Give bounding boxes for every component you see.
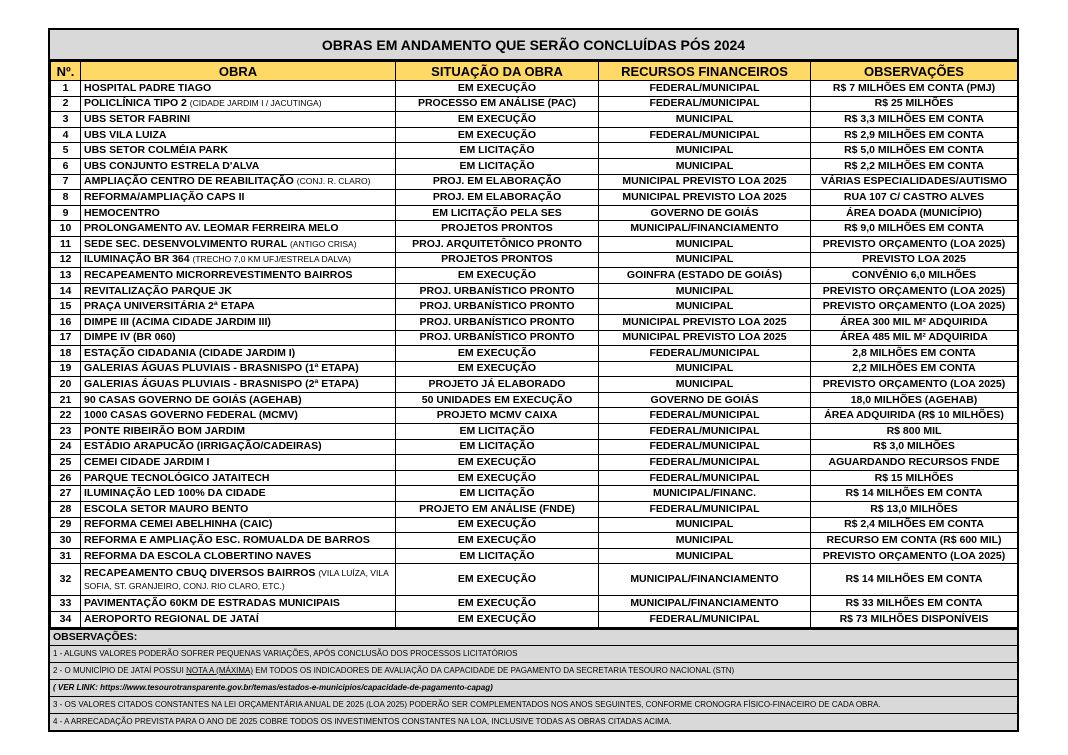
sheet-title: OBRAS EM ANDAMENTO QUE SERÃO CONCLUÍDAS PÓS 2024 — [50, 30, 1017, 61]
table-row — [51, 346, 1018, 362]
row-obra: POLICLÍNICA TIPO 2 (CIDADE JARDIM I / JACUTINGA) — [81, 96, 396, 112]
row-situacao: EM EXECUÇÃO — [396, 268, 599, 284]
row-observacoes: R$ 9,0 MILHÕES EM CONTA — [811, 221, 1018, 237]
table-row — [51, 392, 1018, 408]
row-recursos: FEDERAL/MUNICIPAL — [599, 127, 811, 143]
row-obra: DIMPE III (ACIMA CIDADE JARDIM III) — [81, 314, 396, 330]
table-row — [51, 221, 1018, 237]
note-2-pre: 2 - O MUNICÍPIO DE JATAÍ POSSUI — [53, 665, 184, 675]
row-number: 30 — [51, 533, 81, 549]
row-obra: DIMPE IV (BR 060) — [81, 330, 396, 346]
row-situacao: EM EXECUÇÃO — [396, 596, 599, 612]
row-obra: HEMOCENTRO — [81, 205, 396, 221]
row-number: 2 — [51, 96, 81, 112]
row-number: 21 — [51, 392, 81, 408]
row-number: 11 — [51, 236, 81, 252]
table-row — [51, 596, 1018, 612]
row-obra-detail: (CONJ. R. CLARO) — [296, 176, 371, 187]
table-row — [51, 268, 1018, 284]
row-obra: ILUMINAÇÃO LED 100% DA CIDADE — [81, 486, 396, 502]
row-obra: 90 CASAS GOVERNO DE GOIÁS (AGEHAB) — [81, 392, 396, 408]
row-observacoes: ÁREA DOADA (MUNICÍPIO) — [811, 205, 1018, 221]
row-obra: AMPLIAÇÃO CENTRO DE REABILITAÇÃO (CONJ. R. CLARO) — [81, 174, 396, 190]
row-observacoes: PREVISTO ORÇAMENTO (LOA 2025) — [811, 377, 1018, 393]
row-number: 12 — [51, 252, 81, 268]
row-recursos: FEDERAL/MUNICIPAL — [599, 439, 811, 455]
table-row — [51, 314, 1018, 330]
row-observacoes: R$ 2,4 MILHÕES EM CONTA — [811, 517, 1018, 533]
note-2 — [50, 663, 1017, 680]
row-recursos: MUNICIPAL PREVISTO LOA 2025 — [599, 330, 811, 346]
row-obra: UBS CONJUNTO ESTRELA D'ALVA — [81, 158, 396, 174]
row-observacoes: R$ 7 MILHÕES EM CONTA (PMJ) — [811, 81, 1018, 97]
row-obra: RECAPEAMENTO CBUQ DIVERSOS BAIRROS (VILA LUÍZA, VILA SOFIA, ST. GRANJEIRO, CONJ. RIO CLARO, ETC.) — [81, 564, 396, 596]
row-number: 3 — [51, 112, 81, 128]
row-recursos: MUNICIPAL — [599, 283, 811, 299]
row-observacoes: 2,8 MILHÕES EM CONTA — [811, 346, 1018, 362]
row-situacao: EM EXECUÇÃO — [396, 455, 599, 471]
row-recursos: MUNICIPAL — [599, 548, 811, 564]
row-situacao: PROCESSO EM ANÁLISE (PAC) — [396, 96, 599, 112]
row-situacao: PROJETO MCMV CAIXA — [396, 408, 599, 424]
table-row — [51, 174, 1018, 190]
note-3: 3 - OS VALORES CITADOS CONSTANTES NA LEI ORÇAMENTÁRIA ANUAL DE 2025 (LOA 2025) PODERÃO SER COMPLEMENTADOS NOS ANOS SEGUINTES, CONFORME CRONOGRA FÍSICO-FINACEIRO DE CADA OBRA. — [50, 697, 1017, 714]
row-recursos: MUNICIPAL — [599, 517, 811, 533]
row-recursos: MUNICIPAL — [599, 299, 811, 315]
row-number: 1 — [51, 81, 81, 97]
table-row — [51, 377, 1018, 393]
row-situacao: PROJETO EM ANÁLISE (FNDE) — [396, 502, 599, 518]
row-obra: REFORMA/AMPLIAÇÃO CAPS II — [81, 190, 396, 206]
header-row — [51, 62, 1018, 81]
note-2-post: EM TODOS OS INDICADORES DE AVALIAÇÃO DA CAPACIDADE DE PAGAMENTO DA SECRETARIA TESOURO NACIONAL (STN) — [255, 665, 735, 675]
row-number: 7 — [51, 174, 81, 190]
table-row — [51, 236, 1018, 252]
table-row — [51, 612, 1018, 628]
header-recursos: RECURSOS FINANCEIROS — [599, 62, 811, 81]
row-observacoes: ÁREA 485 MIL M² ADQUIRIDA — [811, 330, 1018, 346]
row-situacao: EM EXECUÇÃO — [396, 470, 599, 486]
row-obra: UBS SETOR FABRINI — [81, 112, 396, 128]
row-number: 26 — [51, 470, 81, 486]
table-row — [51, 455, 1018, 471]
table-row — [51, 158, 1018, 174]
row-observacoes: R$ 14 MILHÕES EM CONTA — [811, 564, 1018, 596]
row-number: 6 — [51, 158, 81, 174]
row-number: 22 — [51, 408, 81, 424]
row-observacoes: VÁRIAS ESPECIALIDADES/AUTISMO — [811, 174, 1018, 190]
table-row — [51, 283, 1018, 299]
row-number: 9 — [51, 205, 81, 221]
row-situacao: EM EXECUÇÃO — [396, 361, 599, 377]
row-observacoes: ÁREA ADQUIRIDA (R$ 10 MILHÕES) — [811, 408, 1018, 424]
row-observacoes: R$ 5,0 MILHÕES EM CONTA — [811, 143, 1018, 159]
row-obra: RECAPEAMENTO MICRORREVESTIMENTO BAIRROS — [81, 268, 396, 284]
row-situacao: PROJETOS PRONTOS — [396, 252, 599, 268]
row-obra: PARQUE TECNOLÓGICO JATAITECH — [81, 470, 396, 486]
row-recursos: MUNICIPAL — [599, 361, 811, 377]
row-situacao: EM EXECUÇÃO — [396, 346, 599, 362]
row-number: 19 — [51, 361, 81, 377]
row-observacoes: CONVÊNIO 6,0 MILHÕES — [811, 268, 1018, 284]
row-situacao: EM LICITAÇÃO PELA SES — [396, 205, 599, 221]
row-obra: ESTÁDIO ARAPUCÃO (IRRIGAÇÃO/CADEIRAS) — [81, 439, 396, 455]
row-observacoes: R$ 25 MILHÕES — [811, 96, 1018, 112]
row-obra: GALERIAS ÁGUAS PLUVIAIS - BRASNISPO (1ª ETAPA) — [81, 361, 396, 377]
row-recursos: MUNICIPAL/FINANC. — [599, 486, 811, 502]
table-body — [51, 81, 1018, 628]
capag-link[interactable]: ( VER LINK: https://www.tesourotransparente.gov.br/temas/estados-e-municipios/capacidade-de-pagamento-capag) — [50, 680, 1017, 697]
row-situacao: EM LICITAÇÃO — [396, 548, 599, 564]
row-observacoes: R$ 73 MILHÕES DISPONÍVEIS — [811, 612, 1018, 628]
row-observacoes: PREVISTO ORÇAMENTO (LOA 2025) — [811, 548, 1018, 564]
table-row — [51, 190, 1018, 206]
row-obra: REFORMA DA ESCOLA CLOBERTINO NAVES — [81, 548, 396, 564]
row-obra: ILUMINAÇÃO BR 364 (TRECHO 7,0 KM UFJ/ESTRELA DALVA) — [81, 252, 396, 268]
row-number: 17 — [51, 330, 81, 346]
row-recursos: FEDERAL/MUNICIPAL — [599, 408, 811, 424]
note-1: 1 - ALGUNS VALORES PODERÃO SOFRER PEQUENAS VARIAÇÕES, APÓS CONCLUSÃO DOS PROCESSOS LICITATÓRIOS — [50, 646, 1017, 663]
table-row — [51, 439, 1018, 455]
row-obra-detail: (CIDADE JARDIM I / JACUTINGA) — [189, 98, 322, 109]
row-observacoes: ÁREA 300 MIL M² ADQUIRIDA — [811, 314, 1018, 330]
row-recursos: MUNICIPAL PREVISTO LOA 2025 — [599, 174, 811, 190]
row-situacao: EM LICITAÇÃO — [396, 424, 599, 440]
row-situacao: PROJETO JÁ ELABORADO — [396, 377, 599, 393]
row-observacoes: R$ 15 MILHÕES — [811, 470, 1018, 486]
row-observacoes: R$ 33 MILHÕES EM CONTA — [811, 596, 1018, 612]
row-observacoes: AGUARDANDO RECURSOS FNDE — [811, 455, 1018, 471]
row-situacao: EM EXECUÇÃO — [396, 564, 599, 596]
row-obra: AEROPORTO REGIONAL DE JATAÍ — [81, 612, 396, 628]
table-row — [51, 548, 1018, 564]
row-situacao: EM LICITAÇÃO — [396, 158, 599, 174]
notes-block — [50, 628, 1017, 730]
table-row — [51, 424, 1018, 440]
row-situacao: EM EXECUÇÃO — [396, 517, 599, 533]
row-recursos: FEDERAL/MUNICIPAL — [599, 612, 811, 628]
row-recursos: MUNICIPAL — [599, 252, 811, 268]
row-number: 8 — [51, 190, 81, 206]
row-number: 15 — [51, 299, 81, 315]
table-row — [51, 517, 1018, 533]
table-row — [51, 330, 1018, 346]
row-recursos: MUNICIPAL/FINANCIAMENTO — [599, 596, 811, 612]
row-number: 14 — [51, 283, 81, 299]
row-observacoes: R$ 3,0 MILHÕES — [811, 439, 1018, 455]
row-recursos: FEDERAL/MUNICIPAL — [599, 424, 811, 440]
row-obra: UBS SETOR COLMÉIA PARK — [81, 143, 396, 159]
row-obra: SEDE SEC. DESENVOLVIMENTO RURAL (ANTIGO CRISA) — [81, 236, 396, 252]
row-number: 29 — [51, 517, 81, 533]
row-obra: REFORMA CEMEI ABELHINHA (CAIC) — [81, 517, 396, 533]
row-recursos: FEDERAL/MUNICIPAL — [599, 455, 811, 471]
row-observacoes: R$ 800 MIL — [811, 424, 1018, 440]
row-observacoes: 2,2 MILHÕES EM CONTA — [811, 361, 1018, 377]
row-observacoes: RUA 107 C/ CASTRO ALVES — [811, 190, 1018, 206]
row-observacoes: RECURSO EM CONTA (R$ 600 MIL) — [811, 533, 1018, 549]
table-row — [51, 205, 1018, 221]
row-obra: CEMEI CIDADE JARDIM I — [81, 455, 396, 471]
row-situacao: EM EXECUÇÃO — [396, 127, 599, 143]
row-number: 34 — [51, 612, 81, 628]
note-2-grade: NOTA A (MÁXIMA) — [186, 665, 254, 675]
table-row — [51, 299, 1018, 315]
header-observacoes: OBSERVAÇÕES — [811, 62, 1018, 81]
row-obra: PAVIMENTAÇÃO 60KM DE ESTRADAS MUNICIPAIS — [81, 596, 396, 612]
row-recursos: FEDERAL/MUNICIPAL — [599, 346, 811, 362]
row-obra: PROLONGAMENTO AV. LEOMAR FERREIRA MELO — [81, 221, 396, 237]
row-number: 18 — [51, 346, 81, 362]
row-observacoes: PREVISTO ORÇAMENTO (LOA 2025) — [811, 299, 1018, 315]
row-situacao: PROJ. EM ELABORAÇÃO — [396, 174, 599, 190]
row-observacoes: PREVISTO LOA 2025 — [811, 252, 1018, 268]
row-obra: PRAÇA UNIVERSITÁRIA 2ª ETAPA — [81, 299, 396, 315]
row-situacao: EM EXECUÇÃO — [396, 112, 599, 128]
works-sheet — [48, 28, 1019, 732]
row-recursos: MUNICIPAL/FINANCIAMENTO — [599, 221, 811, 237]
row-number: 10 — [51, 221, 81, 237]
row-recursos: FEDERAL/MUNICIPAL — [599, 96, 811, 112]
row-recursos: MUNICIPAL — [599, 377, 811, 393]
row-situacao: 50 UNIDADES EM EXECUÇÃO — [396, 392, 599, 408]
row-obra: ESTAÇÃO CIDADANIA (CIDADE JARDIM I) — [81, 346, 396, 362]
row-situacao: EM LICITAÇÃO — [396, 439, 599, 455]
row-observacoes: R$ 3,3 MILHÕES EM CONTA — [811, 112, 1018, 128]
table-row — [51, 143, 1018, 159]
row-number: 33 — [51, 596, 81, 612]
row-observacoes: PREVISTO ORÇAMENTO (LOA 2025) — [811, 236, 1018, 252]
row-obra: GALERIAS ÁGUAS PLUVIAIS - BRASNISPO (2ª ETAPA) — [81, 377, 396, 393]
table-row — [51, 252, 1018, 268]
table-row — [51, 81, 1018, 97]
row-number: 28 — [51, 502, 81, 518]
row-recursos: MUNICIPAL — [599, 158, 811, 174]
row-number: 23 — [51, 424, 81, 440]
row-recursos: GOVERNO DE GOIÁS — [599, 392, 811, 408]
row-recursos: GOINFRA (ESTADO DE GOIÁS) — [599, 268, 811, 284]
table-row — [51, 564, 1018, 596]
row-obra: ESCOLA SETOR MAURO BENTO — [81, 502, 396, 518]
header-situacao: SITUAÇÃO DA OBRA — [396, 62, 599, 81]
table-row — [51, 361, 1018, 377]
note-4: 4 - A ARRECADAÇÃO PREVISTA PARA O ANO DE 2025 COBRE TODOS OS INVESTIMENTOS CONSTANTES NA LOA, INCLUSIVE TODAS AS OBRAS CITADAS ACIMA. — [53, 716, 672, 726]
row-number: 5 — [51, 143, 81, 159]
row-recursos: MUNICIPAL — [599, 533, 811, 549]
table-row — [51, 112, 1018, 128]
row-number: 20 — [51, 377, 81, 393]
row-recursos: FEDERAL/MUNICIPAL — [599, 81, 811, 97]
row-situacao: PROJ. URBANÍSTICO PRONTO — [396, 330, 599, 346]
row-observacoes: PREVISTO ORÇAMENTO (LOA 2025) — [811, 283, 1018, 299]
row-situacao: EM LICITAÇÃO — [396, 143, 599, 159]
row-number: 16 — [51, 314, 81, 330]
notes-heading: OBSERVAÇÕES: — [50, 630, 1017, 646]
row-observacoes: R$ 2,9 MILHÕES EM CONTA — [811, 127, 1018, 143]
row-situacao: EM LICITAÇÃO — [396, 486, 599, 502]
row-observacoes: 18,0 MILHÕES (AGEHAB) — [811, 392, 1018, 408]
row-number: 4 — [51, 127, 81, 143]
row-recursos: GOVERNO DE GOIÁS — [599, 205, 811, 221]
row-number: 25 — [51, 455, 81, 471]
row-obra-detail: (TRECHO 7,0 KM UFJ/ESTRELA DALVA) — [192, 254, 351, 265]
row-observacoes: R$ 13,0 MILHÕES — [811, 502, 1018, 518]
table-row — [51, 470, 1018, 486]
row-obra: HOSPITAL PADRE TIAGO — [81, 81, 396, 97]
row-situacao: EM EXECUÇÃO — [396, 533, 599, 549]
row-obra: UBS VILA LUIZA — [81, 127, 396, 143]
row-obra: 1000 CASAS GOVERNO FEDERAL (MCMV) — [81, 408, 396, 424]
row-situacao: EM EXECUÇÃO — [396, 612, 599, 628]
table-row — [51, 96, 1018, 112]
row-situacao: PROJETOS PRONTOS — [396, 221, 599, 237]
row-recursos: MUNICIPAL — [599, 112, 811, 128]
row-recursos: MUNICIPAL — [599, 143, 811, 159]
row-situacao: PROJ. EM ELABORAÇÃO — [396, 190, 599, 206]
row-obra: PONTE RIBEIRÃO BOM JARDIM — [81, 424, 396, 440]
row-situacao: PROJ. URBANÍSTICO PRONTO — [396, 299, 599, 315]
header-obra: OBRA — [81, 62, 396, 81]
row-situacao: PROJ. URBANÍSTICO PRONTO — [396, 283, 599, 299]
table-row — [51, 127, 1018, 143]
row-recursos: MUNICIPAL/FINANCIAMENTO — [599, 564, 811, 596]
row-number: 32 — [51, 564, 81, 596]
row-recursos: FEDERAL/MUNICIPAL — [599, 470, 811, 486]
table-row — [51, 502, 1018, 518]
row-obra-detail: (ANTIGO CRISA) — [289, 238, 357, 249]
row-observacoes: R$ 14 MILHÕES EM CONTA — [811, 486, 1018, 502]
row-recursos: MUNICIPAL — [599, 236, 811, 252]
row-number: 27 — [51, 486, 81, 502]
table-row — [51, 486, 1018, 502]
row-obra-detail: (VILA LUÍZA, VILA SOFIA, ST. GRANJEIRO, CONJ. RIO CLARO, ETC.) — [84, 567, 389, 591]
row-observacoes: R$ 2,2 MILHÕES EM CONTA — [811, 158, 1018, 174]
header-number: Nº. — [51, 62, 81, 81]
table-row — [51, 408, 1018, 424]
row-situacao: EM EXECUÇÃO — [396, 81, 599, 97]
row-situacao: PROJ. ARQUITETÔNICO PRONTO — [396, 236, 599, 252]
row-recursos: MUNICIPAL PREVISTO LOA 2025 — [599, 314, 811, 330]
row-number: 13 — [51, 268, 81, 284]
row-obra: REVITALIZAÇÃO PARQUE JK — [81, 283, 396, 299]
row-situacao: PROJ. URBANÍSTICO PRONTO — [396, 314, 599, 330]
works-table — [50, 61, 1018, 628]
table-row — [51, 533, 1018, 549]
row-obra: REFORMA E AMPLIAÇÃO ESC. ROMUALDA DE BARROS — [81, 533, 396, 549]
row-number: 24 — [51, 439, 81, 455]
row-recursos: MUNICIPAL PREVISTO LOA 2025 — [599, 190, 811, 206]
row-number: 31 — [51, 548, 81, 564]
row-recursos: FEDERAL/MUNICIPAL — [599, 502, 811, 518]
